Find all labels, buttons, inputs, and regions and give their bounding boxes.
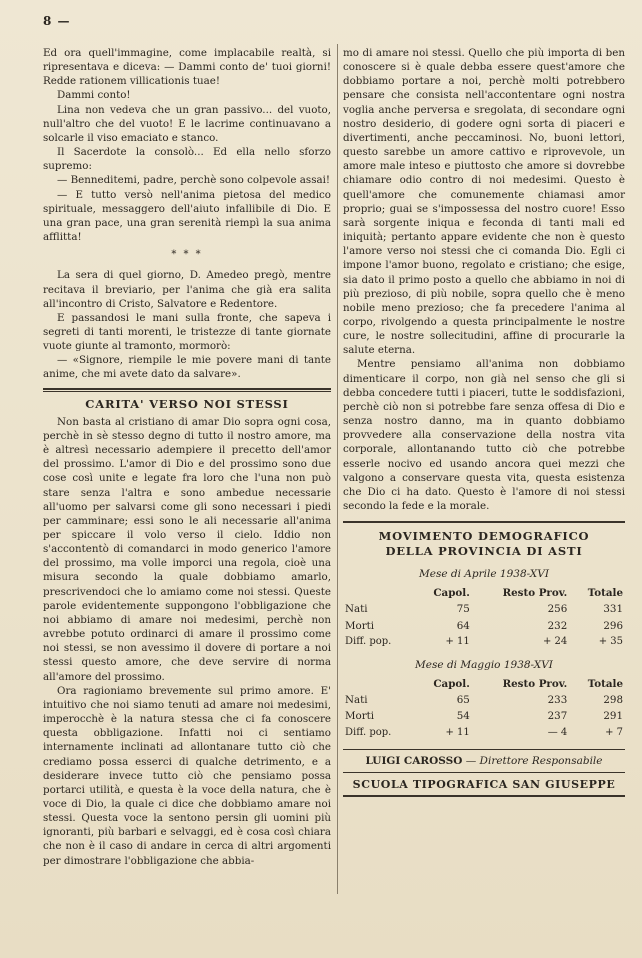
column-header: Resto Prov. <box>502 678 568 691</box>
paragraph: E passandosi le mani sulla fronte, che sapeva i segreti di tanti morenti, le tristezze di tante giornate vuote giunte al tramonto, mormorò: <box>43 311 331 353</box>
paragraph: — Benneditemi, padre, perchè sono colpevole assai! <box>57 174 331 187</box>
editor-role: — Direttore Responsabile <box>465 754 603 767</box>
header-blank <box>343 676 414 692</box>
demographics-box <box>343 521 625 741</box>
paragraph: — E tutto versò nell'anima pietosa del medico spirituale, messaggero dell'aiuto infallibile di Dio. E una gran pace, una gran serenità riempì la sua anima afflitta! <box>43 188 331 244</box>
cell: + 11 <box>445 726 470 738</box>
cell: 54 <box>456 710 470 723</box>
table-row <box>343 708 625 724</box>
cell: 291 <box>603 710 623 723</box>
cell: 331 <box>603 603 623 616</box>
paragraph: Ora ragioniamo brevemente sul primo amore. E' intuitivo che noi siamo tenuti ad amare noi medesimi, imperocchè è la natura stessa che ci fa conoscere questa obbligazione. Infatti noi ci sentiamo internamente inclinati ad allontanare tutto ciò che crediamo possa esserci di qualche detrimento, e a desiderare invece tutto ciò che pensiamo possa portarci utilità, e questa è la voce della natura, che è voce di Dio, la quale ci dice che dobbiamo amare noi stessi. Questa voce la sentono persin gli uomini più ignoranti, più barbari e selvaggi, ed è cosa così chiara che non è il caso di andare in cerca di altri argomenti per dimostrare l'obbligazione che abbia- <box>43 684 331 867</box>
table-header-row <box>343 676 625 692</box>
cell: 233 <box>547 694 568 707</box>
demographics-table-may <box>343 676 625 741</box>
header-blank <box>343 585 414 601</box>
cell: 232 <box>547 619 568 632</box>
column-header: Resto Prov. <box>502 587 568 600</box>
heading-rule-top <box>43 388 331 390</box>
row-label: Nati <box>345 694 368 707</box>
printer-credit: SCUOLA TIPOGRAFICA SAN GIUSEPPE <box>343 773 625 797</box>
paragraph: Non basta al cristiano di amar Dio sopra ogni cosa, perchè in sè stesso degno di tutto il nostro amore, ma è altresì necessario adempiere il precetto dell'amor del prossimo. L'amor di Dio e del prossimo sono due cose così unite e legate fra loro che l'una non può stare senza l'altra e sono ambedue necessarie all'uomo per salvarsi come gli sono necessari i piedi per camminare; essi sono le ali necessarie all'anima per spiccare il volo verso il cielo. Iddio non s'accontentò di comandarci in modo generico l'amore del prossimo, ma volle imporci una regola, cioè una misura secondo la quale dobbiamo amarlo, prescrivendoci che lo amiamo come noi stessi. Queste parole evidentemente suppongono l'obbligazione che noi abbiamo di amare noi medesimi, perchè non avrebbe potuto ordinarci di amare il prossimo come noi stessi, se non avessimo il dovere di portare a noi stessi questo amore, che deve servire di norma all'amore del prossimo. <box>43 415 331 683</box>
paragraph: Lina non vedeva che un gran passivo... del vuoto, null'altro che del vuoto! E le lacrime continuavano a solcarle il viso emaciato e stanco. <box>43 103 331 144</box>
cell: + 24 <box>542 635 568 647</box>
demographics-table-april <box>343 585 625 650</box>
row-label: Nati <box>345 603 368 616</box>
demographics-title-line2: DELLA PROVINCIA DI ASTI <box>385 544 583 559</box>
editor-name: LUIGI CAROSSO <box>365 754 463 767</box>
story-epilogue <box>43 268 331 381</box>
paragraph: Il Sacerdote la consolò... Ed ella nello sforzo supremo: <box>43 146 331 173</box>
row-label: Diff. pop. <box>345 726 392 738</box>
paragraph: La sera di quel giorno, D. Amedeo pregò, mentre recitava il breviario, per l'anima che già era salita all'incontro di Cristo, Salvatore e Redentore. <box>43 269 331 310</box>
heading-rule-bottom <box>43 391 331 392</box>
table-header-row <box>343 585 625 601</box>
paragraph: mo di amare noi stessi. Quello che più importa di ben conoscere si è quale debba essere quest'amore che dobbiamo portare a noi, perchè molti potrebbero pensare che consista nell'accontentare ogni nostra voglia anche perversa e sregolata, di secondare ogni nostro desiderio, di godere ogni sorta di piaceri e divertimenti, anche peccaminosi. No, buoni lettori, questo sarebbe un amore cattivo e riprovevole, un amore male inteso e piuttosto che amore si dovrebbe chiamare odio contro di noi medesimi. Questo è quell'amore che comunemente chiamasi amor proprio; guai se s'impossessa del nostro cuore! Esso sarà sorgente iniqua e feconda di tanti mali ed iniquità; pertanto appare evidente che non è questo l'amore verso noi stessi che ci comanda Dio. Egli ci impone l'amor buono, regolato e cristiano; che esige, sia dato il primo posto a quello che abbiamo in noi di più prezioso, di più nobile, sopra quello che è meno nobile meno prezioso; che fa precedere l'anima al corpo, rivolgendo a questa principalmente le nostre cure, le nostre sollecitudini, affine di procurarle la salute eterna. <box>343 47 625 357</box>
table-row <box>343 634 625 650</box>
right-column <box>343 46 625 797</box>
table-row <box>343 725 625 741</box>
column-divider <box>337 44 338 894</box>
cell: — 4 <box>547 726 568 738</box>
row-label: Morti <box>345 619 375 632</box>
paragraph: Dammi conto! <box>57 89 131 102</box>
section-separator: * * * <box>171 249 203 261</box>
cell: 237 <box>547 710 568 723</box>
row-label: Diff. pop. <box>345 635 392 647</box>
paragraph: Mentre pensiamo all'anima non dobbiamo dimenticare il corpo, non già nel senso che gli si debba concedere tutti i piaceri, tutte le soddisfazioni, perchè ciò non si potrebbe fare senza offesa di Dio e senza nostro danno, ma in quanto dobbiamo provvedere alla conservazione della nostra vita corporale, allontanando tutto ciò che potrebbe esserle nocivo ed usando ancora quei mezzi che valgono a conservare questa vita, questa esistenza che Dio ci ha dato. Questo è l'amore di noi stessi secondo la fede e la morale. <box>343 358 625 512</box>
cell: + 35 <box>598 635 623 647</box>
article-heading: CARITA' VERSO NOI STESSI <box>85 396 289 411</box>
table-row <box>343 601 625 617</box>
editor-credit <box>343 749 625 773</box>
cell: 256 <box>547 603 568 616</box>
cell: 65 <box>456 694 470 707</box>
column-header: Capol. <box>433 678 470 691</box>
table-row <box>343 692 625 708</box>
column-header: Totale <box>587 587 623 600</box>
row-label: Morti <box>345 710 375 723</box>
cell: 75 <box>456 603 470 616</box>
demographics-title-line1: MOVIMENTO DEMOGRAFICO <box>378 529 590 544</box>
cell: + 11 <box>445 635 470 647</box>
month-label-may: Mese di Maggio 1938-XVI <box>415 658 553 671</box>
story-ending <box>43 46 331 244</box>
article-body <box>43 415 331 868</box>
cell: + 7 <box>605 726 623 738</box>
paragraph: — «Signore, riempile le mie povere mani di tante anime, che mi avete dato da salvare». <box>43 354 331 381</box>
column-header: Totale <box>587 678 623 691</box>
month-label-april: Mese di Aprile 1938-XVI <box>418 568 549 581</box>
paragraph: Ed ora quell'immagine, come implacabile realtà, si ripresentava e diceva: — Dammi conto de' tuoi giorni! Redde rationem villicationis tuae! <box>43 47 331 88</box>
cell: 296 <box>603 619 623 632</box>
cell: 64 <box>456 619 470 632</box>
table-row <box>343 618 625 634</box>
cell: 298 <box>603 694 623 707</box>
page-number: 8 — <box>43 14 71 28</box>
column-header: Capol. <box>433 587 470 600</box>
left-column <box>43 46 331 868</box>
